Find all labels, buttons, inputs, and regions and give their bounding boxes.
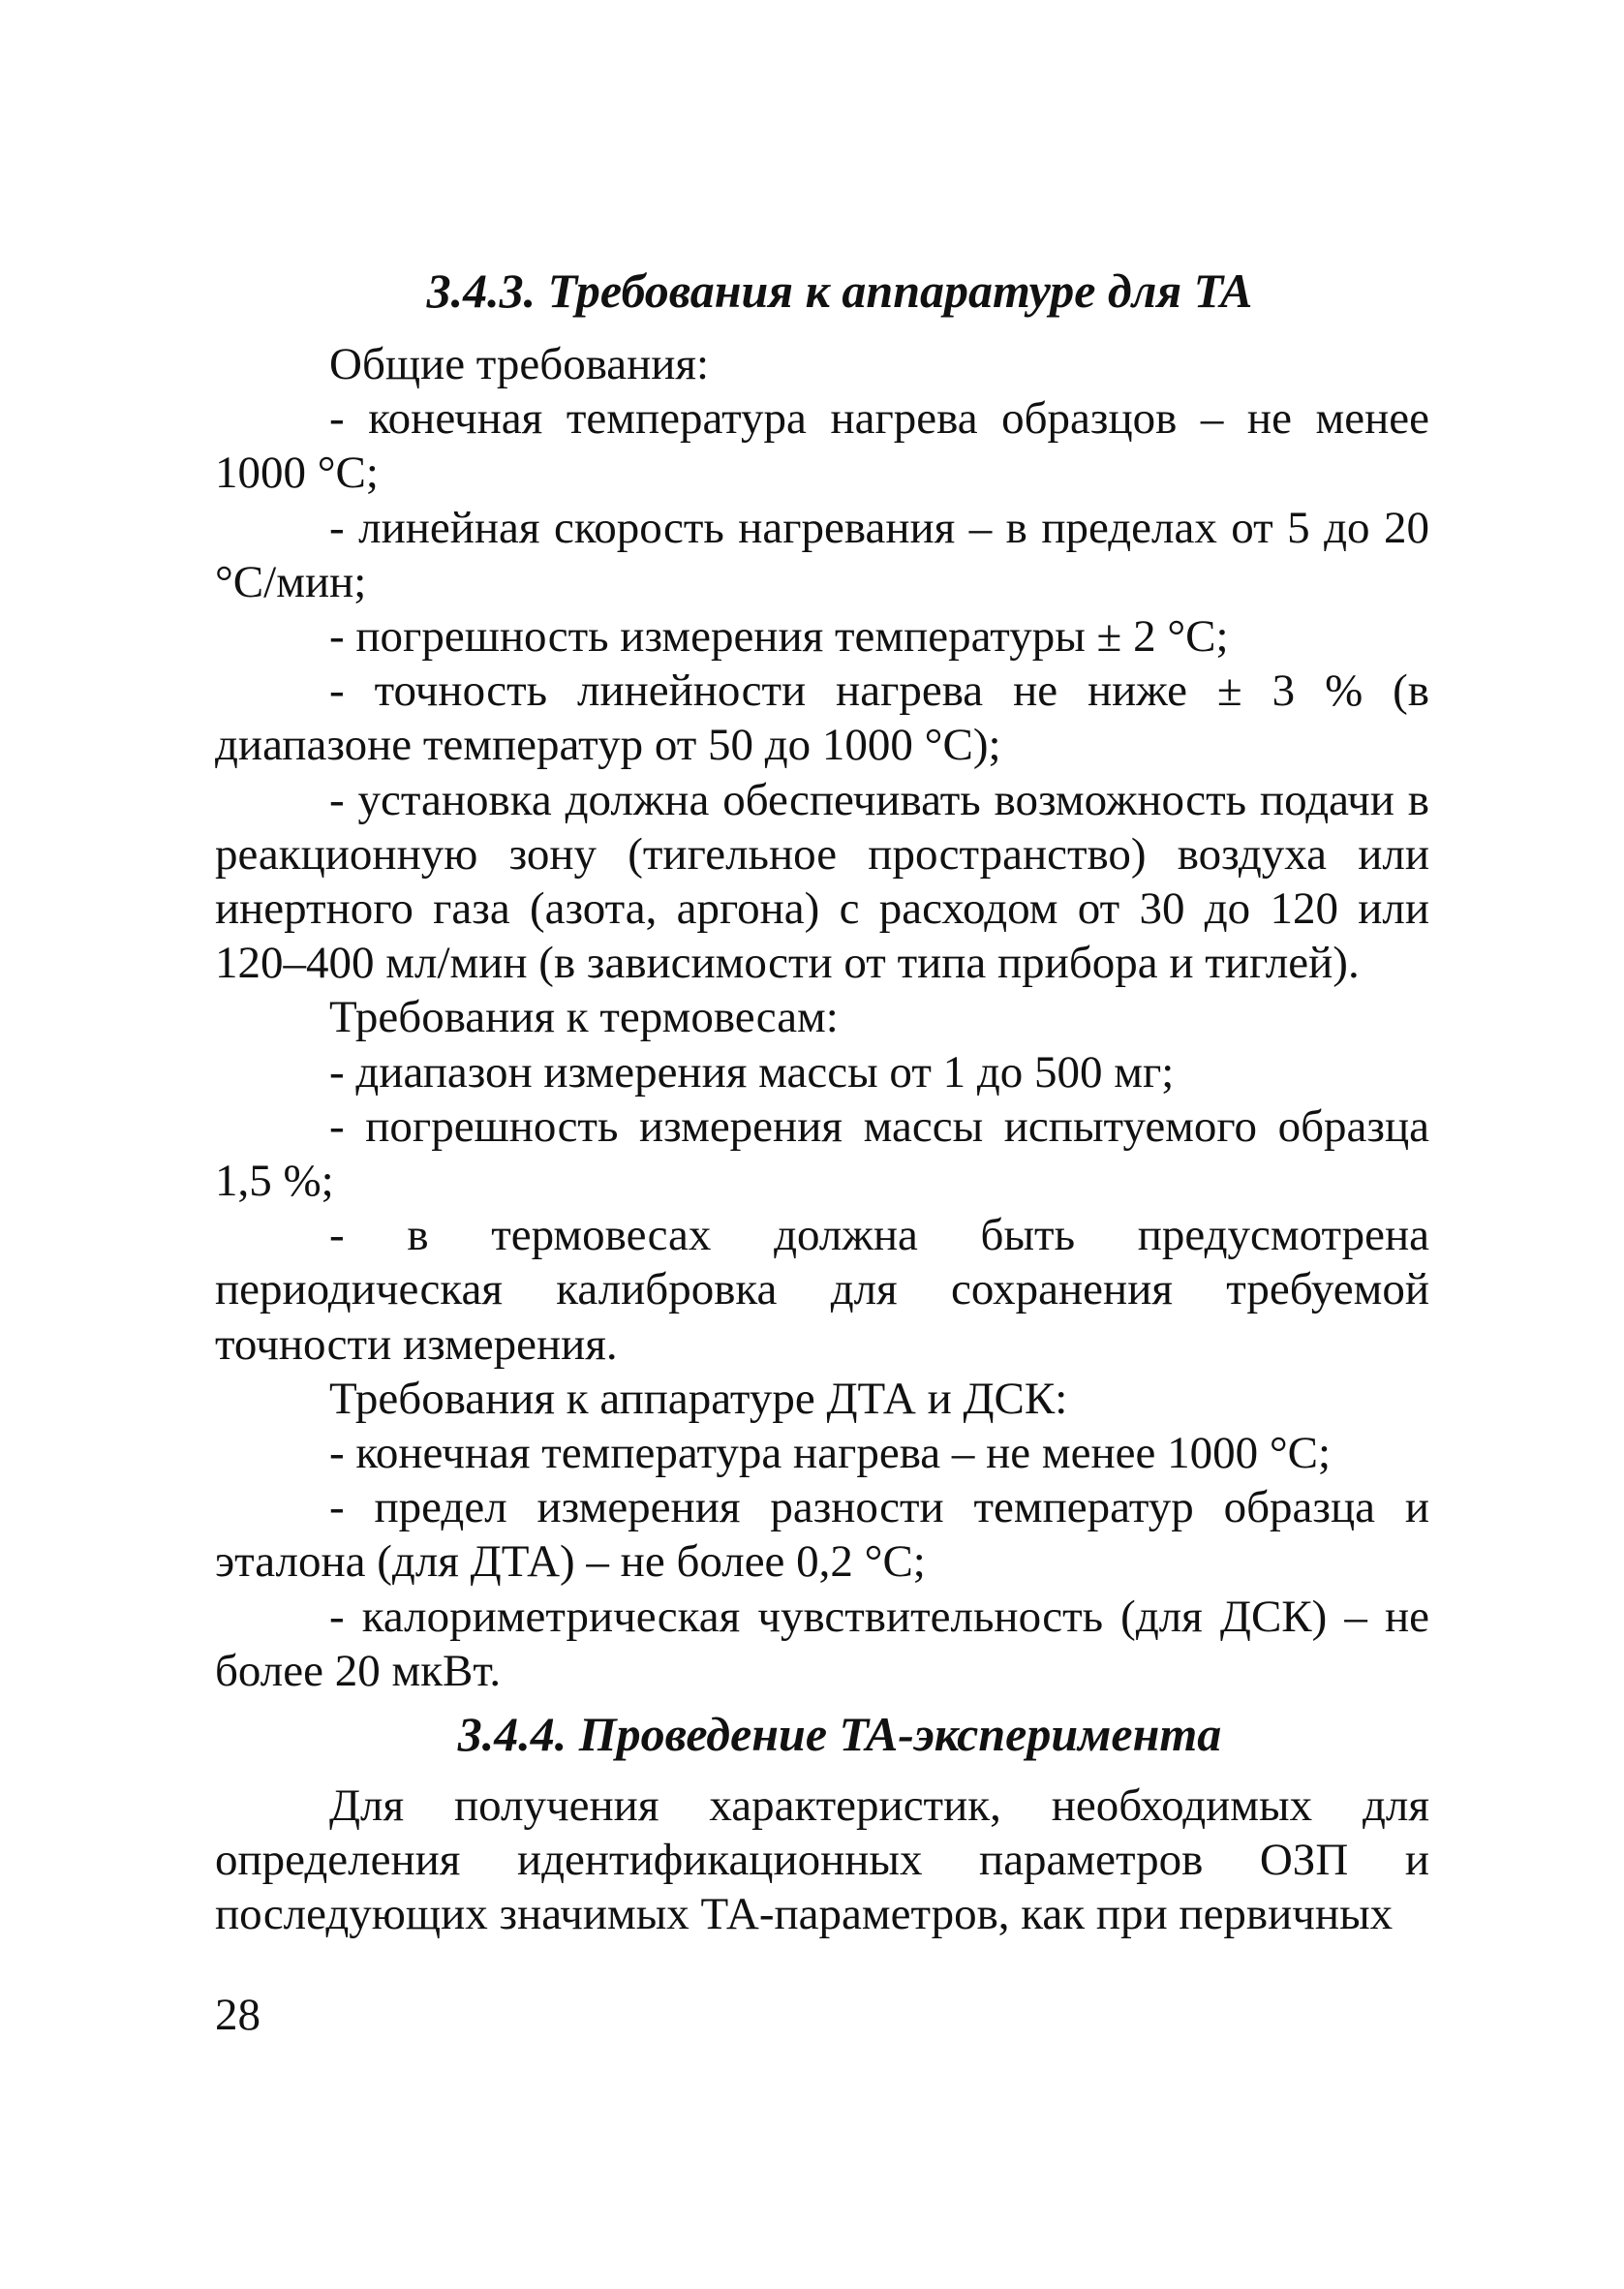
body-paragraph: Для получения характеристик, необходимых для определения идентификационных параметров ОЗП и последующих значимых ТА-параметров, как при первичных [215,1780,1429,1940]
general-requirements-title: Общие требования: [329,339,710,389]
list-item: - точность линейности нагрева не ниже ± 3 % (в диапазоне температур от 50 до 1000 °С); [215,665,1429,771]
list-item: - линейная скорость нагревания – в пределах от 5 до 20 °С/мин; [215,502,1429,607]
list-item: - диапазон измерения массы от 1 до 500 мг; [329,1046,1175,1098]
list-item: - предел измерения разности температур образца и эталона (для ДТА) – не более 0,2 °С; [215,1482,1429,1588]
list-item: - конечная температура нагрева – не менее 1000 °С; [329,1428,1332,1479]
section-heading-3-4-3: 3.4.3. Требования к аппаратуре для ТА [426,263,1253,318]
list-item: - погрешность измерения температуры ± 2 °С; [329,611,1229,663]
list-item: - конечная температура нагрева образцов – не менее 1000 °С; [215,393,1429,499]
page-number: 28 [215,1990,260,2040]
section-body-3-4-4 [215,1779,1429,1942]
thermobalance-requirements-title: Требования к термовесам: [329,992,839,1043]
list-item: - в термовесах должна быть предусмотрена периодическая калибровка для сохранения требуемой точности измерения. [215,1210,1429,1370]
dta-dsc-requirements-title: Требования к аппаратуре ДТА и ДСК: [329,1373,1068,1424]
list-item: - погрешность измерения массы испытуемого образца 1,5 %; [215,1100,1429,1207]
section-body-3-4-3 [215,337,1429,1698]
list-item: - установка должна обеспечивать возможность подачи в реакционную зону (тигельное пространство) воздуха или инертного газа (азота, аргона) с расходом от 30 до 120 или 120–400 мл/мин (в зависимости от типа прибора и тиглей). [215,774,1429,989]
section-heading-3-4-4: 3.4.4. Проведение ТА-эксперимента [457,1707,1222,1761]
list-item: - калориметрическая чувствительность (для ДСК) – не более 20 мкВт. [215,1591,1429,1696]
